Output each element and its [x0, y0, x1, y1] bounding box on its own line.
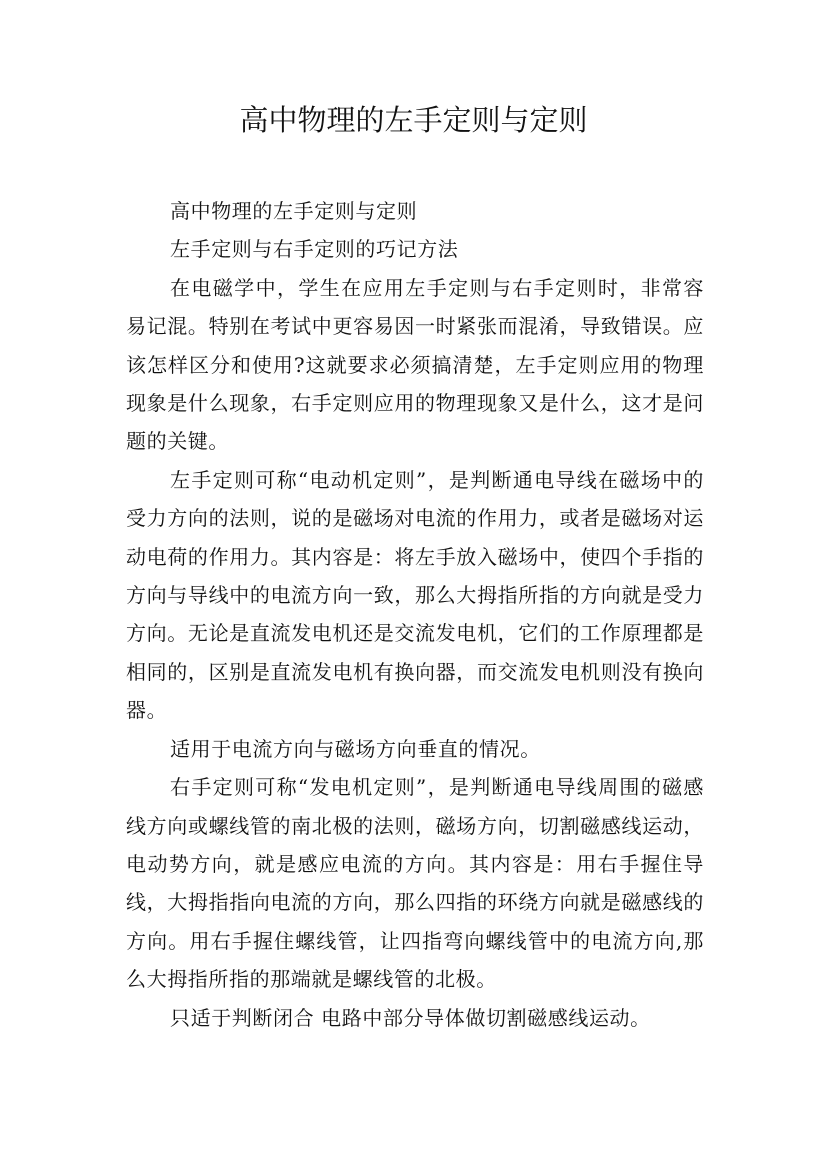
paragraph-right-hand-rule: 右手定则可称“发电机定则”，是判断通电导线周围的磁感线方向或螺线管的南北极的法则，磁场方向，切割磁感线运动，电动势方向，就是感应电流的方向。其内容是：用右手握住导线，大拇指指向电流的方向，那么四指的环绕方向就是磁感线的方向。用右手握住螺线管，让四指弯向螺线管中的电流方向,那么大拇指所指的那端就是螺线管的北极。	[126, 775, 704, 992]
paragraph-left-hand-rule: 左手定则可称“电动机定则”，是判断通电导线在磁场中的受力方向的法则，说的是磁场对电流的作用力，或者是磁场对运动电荷的作用力。其内容是：将左手放入磁场中，使四个手指的方向与导线中的电流方向一致，那么大拇指所指的方向就是受力方向。无论是直流发电机还是交流发电机，它们的工作原理都是相同的，区别是直流发电机有换向器，而交流发电机则没有换向器。	[126, 467, 704, 723]
paragraph-right-hand-applicability: 只适于判断闭合 电路中部分导体做切割磁感线运动。	[170, 1005, 651, 1030]
paragraph-introduction: 在电磁学中，学生在应用左手定则与右手定则时，非常容易记混。特别在考试中更容易因一时紧张而混淆，导致错误。应该怎样区分和使用?这就要求必须搞清楚，左手定则应用的物理现象是什么现象，右手定则应用的物理现象又是什么，这才是问题的关键。	[126, 275, 704, 454]
paragraph-subtitle: 高中物理的左手定则与定则	[170, 199, 418, 223]
paragraph-section-heading: 左手定则与右手定则的巧记方法	[170, 237, 459, 262]
document-body	[126, 192, 704, 1037]
paragraph-left-hand-applicability: 适用于电流方向与磁场方向垂直的情况。	[170, 736, 541, 761]
document-title: 高中物理的左手定则与定则	[239, 103, 588, 137]
